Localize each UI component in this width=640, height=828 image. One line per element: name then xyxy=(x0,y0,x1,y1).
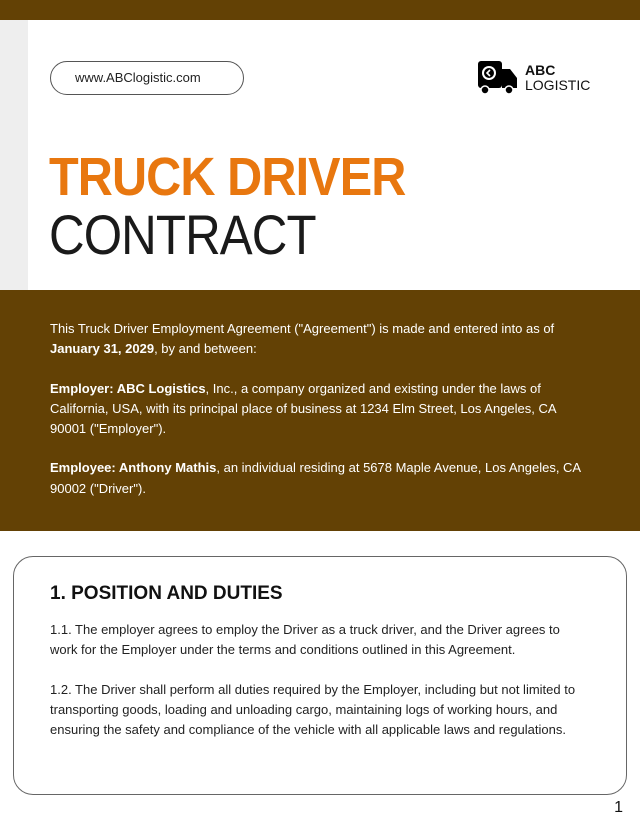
intro-text-end: , by and between: xyxy=(154,341,257,357)
intro-text: This Truck Driver Employment Agreement ("Agreement") is made and entered into as of xyxy=(50,321,555,336)
intro-paragraph xyxy=(50,319,590,360)
employee-paragraph xyxy=(50,458,590,499)
clause-1-1: 1.1. The employer agrees to employ the Driver as a truck driver, and the Driver agrees to work for the Employer under the terms and conditions outlined in this Agreement. xyxy=(50,622,560,657)
top-bar xyxy=(0,0,640,20)
side-strip xyxy=(0,20,28,290)
truck-clock-icon xyxy=(477,60,519,96)
title-line-1: TRUCK DRIVER xyxy=(49,147,406,207)
logo-text-abc: ABC xyxy=(525,62,556,78)
company-logo xyxy=(477,60,590,96)
section-heading: 1. POSITION AND DUTIES xyxy=(50,583,283,604)
page-number: 1 xyxy=(614,799,623,816)
section-card-position-duties xyxy=(13,556,627,795)
website-link[interactable]: www.ABClogistic.com xyxy=(50,61,244,95)
employer-paragraph xyxy=(50,379,590,440)
employee-text: , an individual residing at 5678 Maple Avenue, Los Angeles, CA 90002 ("Driver"). xyxy=(50,460,581,496)
title-line-2: CONTRACT xyxy=(49,203,316,266)
employee-label: Employee: Anthony Mathis xyxy=(50,460,217,476)
clause-1-2: 1.2. The Driver shall perform all duties required by the Employer, including but not limited to transporting goods, loading and unloading cargo, maintaining logs of working hours, and ensuring the safety and compliance of the vehicle with all applicable laws and regulations. xyxy=(50,682,576,737)
intro-section xyxy=(0,290,640,531)
logo-text-logistic: LOGISTIC xyxy=(525,77,591,93)
employer-text: , Inc., a company organized and existing under the laws of California, USA, with its principal place of business at 1234 Elm Street, Los Angeles, CA 90001 ("Employer"). xyxy=(50,380,556,437)
employer-label: Employer: ABC Logistics xyxy=(50,380,206,396)
agreement-date: January 31, 2029 xyxy=(50,341,155,357)
